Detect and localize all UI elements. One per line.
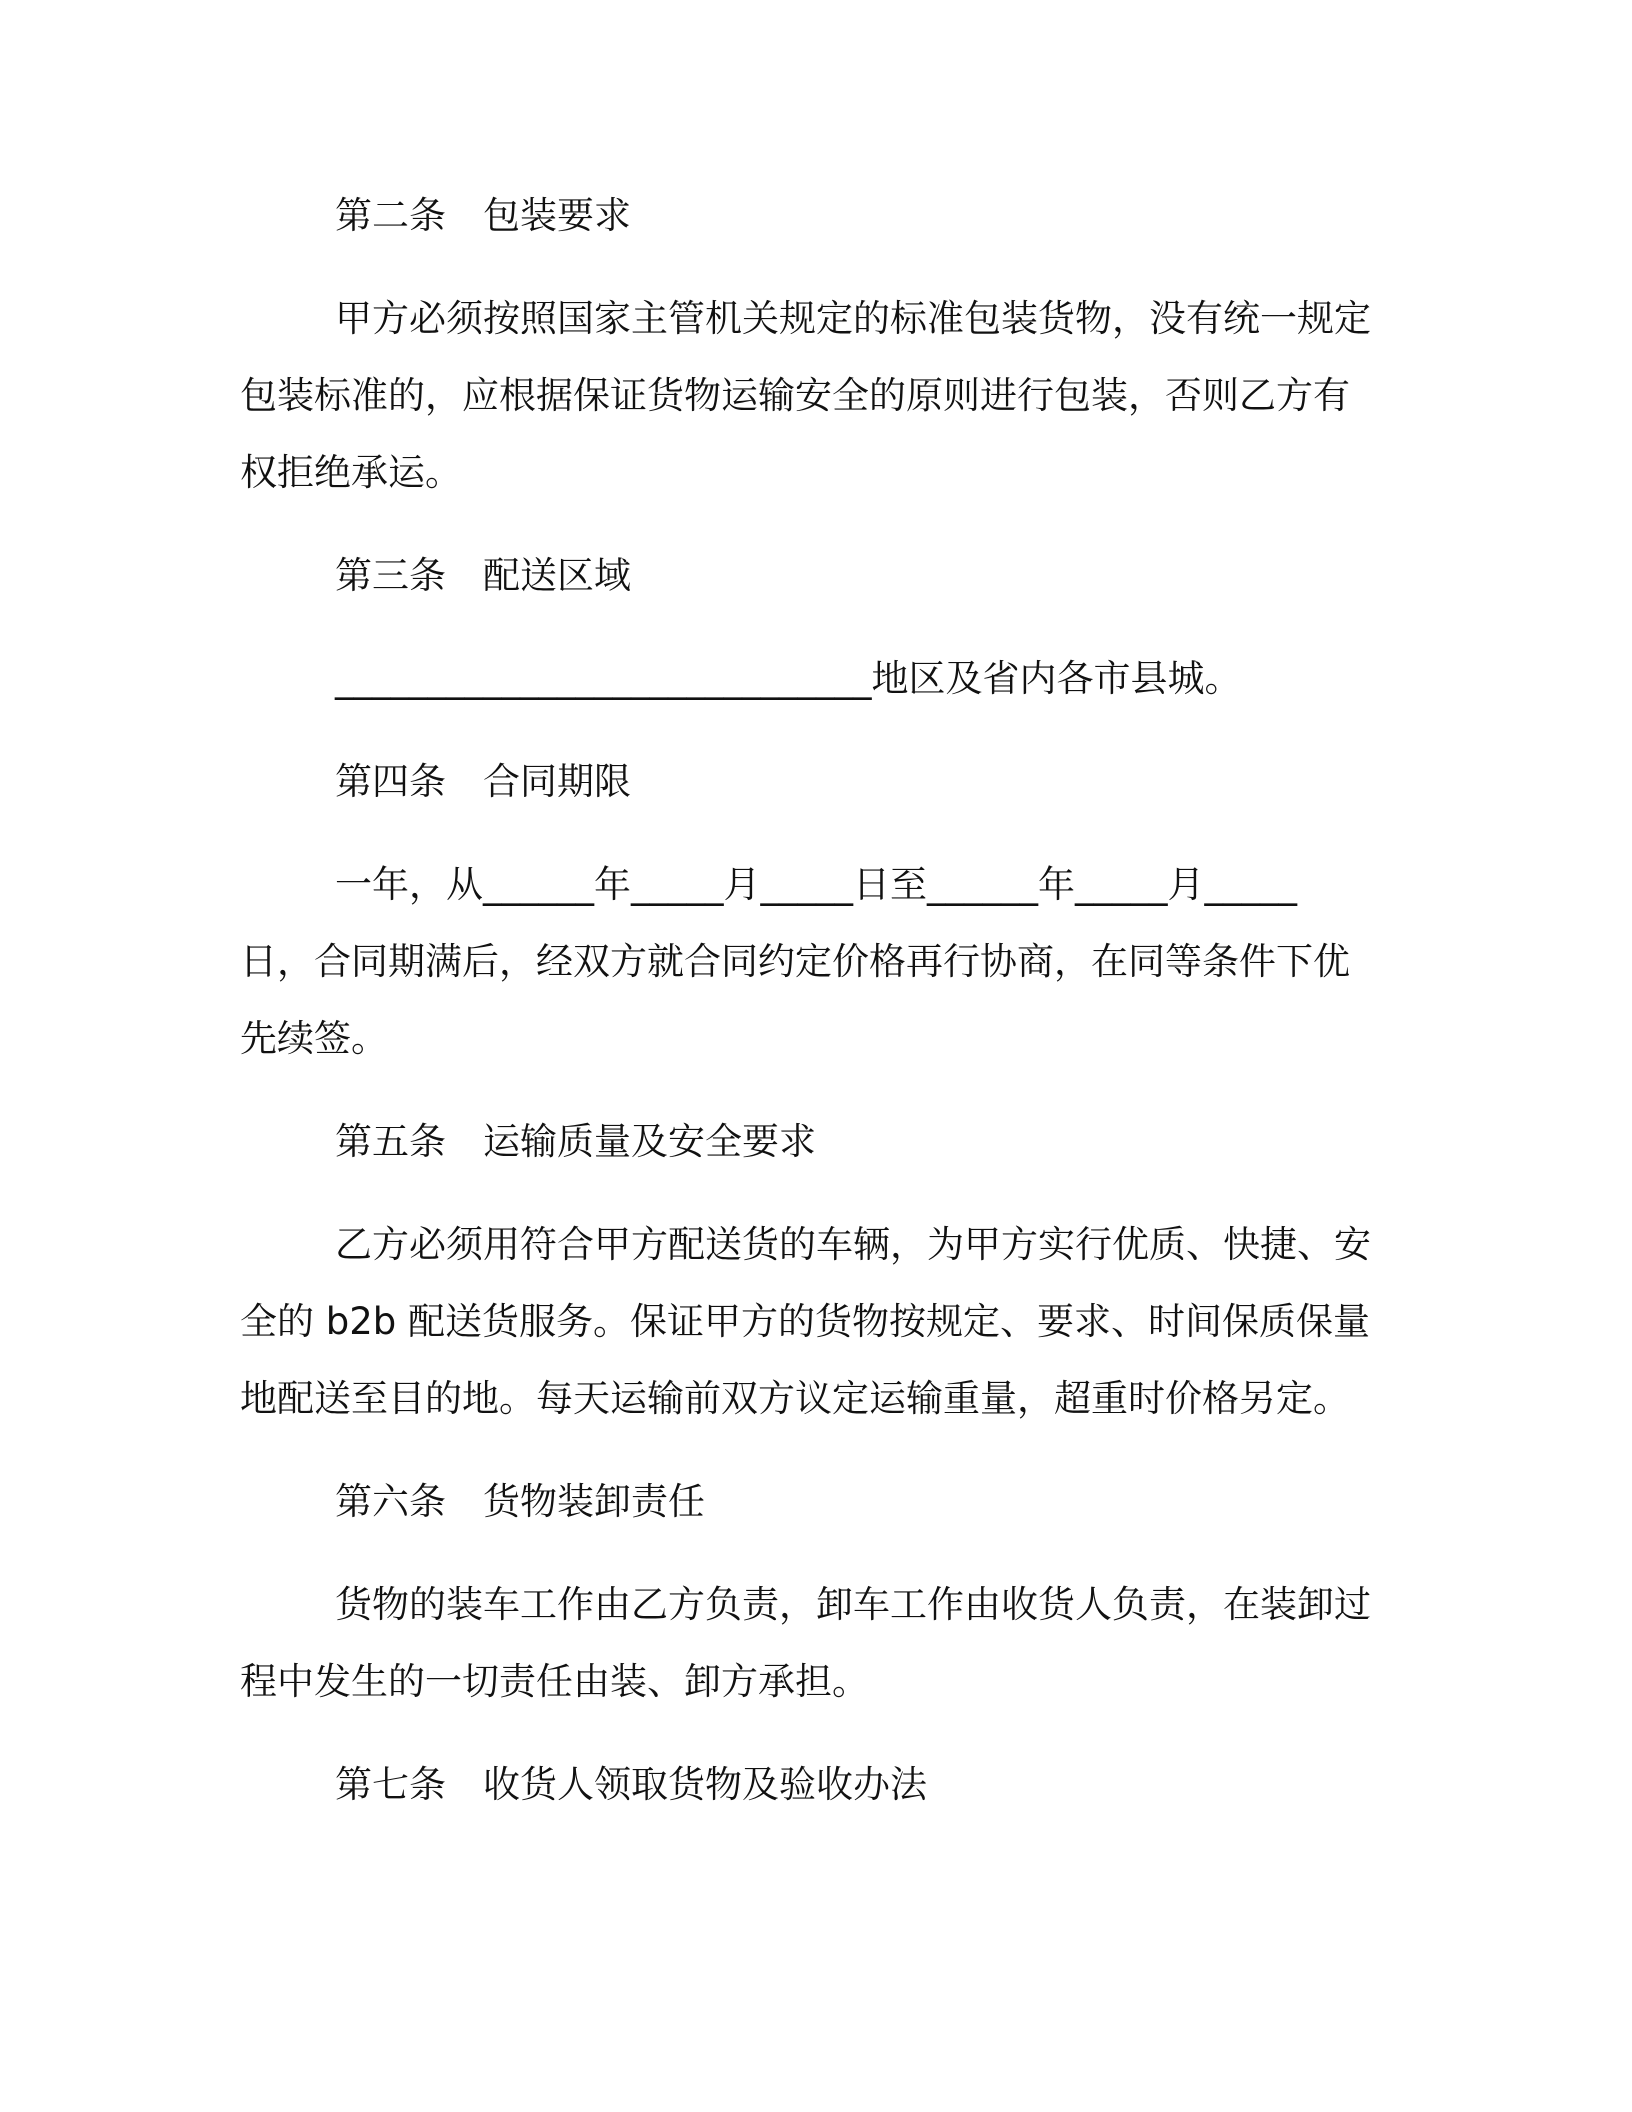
section-title: 包装要求 xyxy=(483,194,631,237)
section-number: 第三条 xyxy=(335,554,446,597)
section-heading-2 xyxy=(335,192,1495,240)
section-heading-4 xyxy=(335,758,1495,806)
paragraph-line: 一年，从______年_____月_____日至______年_____月_____ xyxy=(335,863,1297,906)
section-number: 第六条 xyxy=(335,1480,446,1523)
paragraph-line: 甲方必须按照国家主管机关规定的标准包装货物，没有统一规定 xyxy=(335,297,1371,340)
paragraph-line: 乙方必须用符合甲方配送货的车辆，为甲方实行优质、快捷、安 xyxy=(335,1223,1371,1266)
paragraph-line: 包装标准的，应根据保证货物运输安全的原则进行包装，否则乙方有 xyxy=(240,374,1350,417)
paragraph-line: 先续签。 xyxy=(240,1017,388,1060)
section-heading-7 xyxy=(335,1761,1495,1809)
section-heading-6 xyxy=(335,1478,1495,1526)
section-title: 运输质量及安全要求 xyxy=(483,1120,816,1163)
paragraph-line: 全的 b2b 配送货服务。保证甲方的货物按规定、要求、时间保质保量 xyxy=(240,1300,1371,1343)
paragraph-line: 权拒绝承运。 xyxy=(240,451,462,494)
paragraph-line: 货物的装车工作由乙方负责，卸车工作由收货人负责，在装卸过 xyxy=(335,1583,1371,1626)
section-number: 第七条 xyxy=(335,1763,446,1806)
section-title: 配送区域 xyxy=(483,554,631,597)
section-heading-5 xyxy=(335,1118,1495,1166)
section-heading-3 xyxy=(335,552,1495,600)
section-number: 第四条 xyxy=(335,760,446,803)
paragraph-line: 地配送至目的地。每天运输前双方议定运输重量，超重时价格另定。 xyxy=(240,1377,1350,1420)
section-number: 第五条 xyxy=(335,1120,446,1163)
paragraph-line: _____________________________地区及省内各市县城。 xyxy=(335,657,1242,700)
section-title: 收货人领取货物及验收办法 xyxy=(483,1763,927,1806)
section-title: 货物装卸责任 xyxy=(483,1480,705,1523)
section-title: 合同期限 xyxy=(483,760,631,803)
paragraph-line: 日，合同期满后，经双方就合同约定价格再行协商，在同等条件下优 xyxy=(240,940,1350,983)
section-number: 第二条 xyxy=(335,194,446,237)
paragraph-line: 程中发生的一切责任由装、卸方承担。 xyxy=(240,1660,869,1703)
